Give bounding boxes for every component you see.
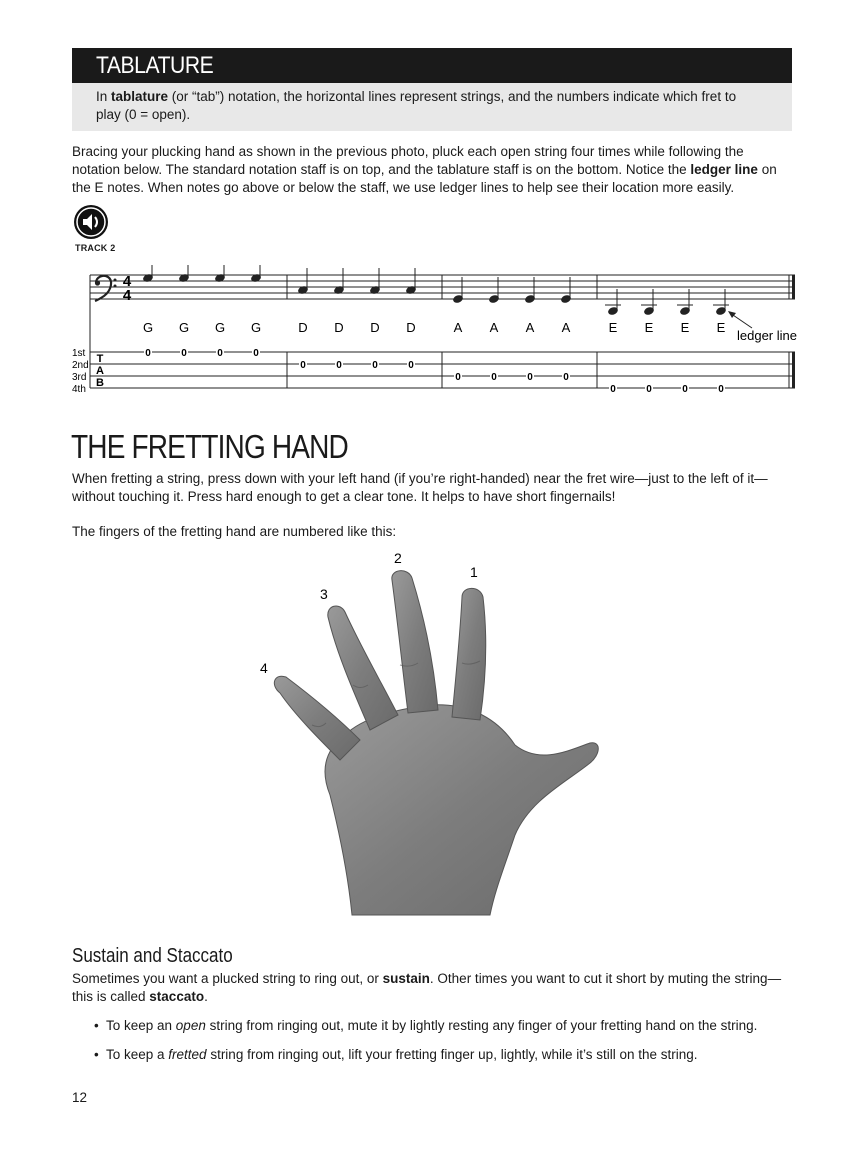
sustain-paragraph [72, 970, 794, 1006]
note-name: D [370, 320, 380, 335]
intro-text-2: on the E notes. When notes go above or below the staff, we use ledger lines to help see their location more easily. [72, 162, 777, 195]
fretting-paragraph: When fretting a string, press down with your left hand (if you’re right-handed) near the fret wire—just to the left of it—without touching it. Press hard enough to get a clear tone. It helps to have short fingernails! [72, 471, 768, 504]
note-name: G [142, 320, 154, 335]
note-names [143, 320, 726, 335]
fret-number: 0 [408, 360, 414, 371]
sustain-text-e: . [204, 989, 208, 1004]
barlines [287, 275, 789, 388]
finger-label-2: 2 [394, 550, 402, 566]
note-name: A [525, 320, 535, 335]
note-name: G [178, 320, 190, 335]
bullet-fretted-string: • To keep a fretted string from ringing out, lift your fretting finger up, lightly, while it’s still on the string. [94, 1047, 698, 1062]
sustain-heading: Sustain and Staccato [72, 945, 233, 967]
time-signature-bottom: 4 [122, 287, 132, 304]
section-header-bar [72, 48, 792, 83]
fret-number: 0 [610, 384, 616, 395]
fret-number: 0 [253, 348, 259, 359]
info-box [72, 83, 792, 131]
intro-text-bold: ledger line [690, 162, 758, 177]
time-signature-top: 4 [122, 273, 132, 290]
notes [142, 265, 729, 316]
note-name: A [561, 320, 571, 335]
note-name: E [608, 320, 618, 335]
bullet1-italic: open [175, 1018, 206, 1033]
bullet1-text-b: string from ringing out, mute it by lightly resting any finger of your fretting hand on the string. [205, 1018, 758, 1033]
fret-number: 0 [682, 384, 688, 395]
track-label: TRACK 2 [75, 243, 116, 253]
speaker-icon[interactable] [74, 205, 108, 239]
fret-number: 0 [718, 384, 724, 395]
fret-number: 0 [563, 372, 569, 383]
note-name: D [406, 320, 416, 335]
note-name: E [716, 320, 726, 335]
fretting-hand-title: THE FRETTING HAND [71, 428, 348, 465]
tab-letter-b: B [96, 377, 104, 389]
fret-number: 0 [455, 372, 461, 383]
bullet-open-string: • To keep an open string from ringing out, mute it by lightly resting any finger of your fretting hand on the string. [94, 1018, 758, 1033]
note-name: E [644, 320, 654, 335]
note-name: A [489, 320, 499, 335]
bullet2-italic: fretted [168, 1047, 207, 1062]
hand-photo [274, 571, 598, 915]
fret-number: 0 [336, 360, 342, 371]
note-name: G [214, 320, 226, 335]
sustain-bold: sustain [382, 971, 430, 986]
note-name: E [680, 320, 690, 335]
tab-letter-t: T [96, 353, 104, 365]
bass-clef-icon [95, 276, 117, 301]
staccato-bold: staccato [149, 989, 205, 1004]
tab-letter-a: A [96, 365, 104, 377]
hand-illustration [240, 545, 620, 920]
fret-number: 0 [491, 372, 497, 383]
note-name: G [250, 320, 262, 335]
intro-text-1: Bracing your plucking hand as shown in the previous photo, pluck each open string four times while following the notation below. The standard notation staff is on top, and the tablature staff is on the bottom. Notice the [72, 144, 744, 177]
bullet2-text-b: string from ringing out, lift your fretting finger up, lightly, while it’s still on the string. [206, 1047, 698, 1062]
fret-number: 0 [181, 348, 187, 359]
finger-label-4: 4 [260, 660, 268, 676]
fret-number: 0 [527, 372, 533, 383]
note-name: D [298, 320, 308, 335]
page-number: 12 [72, 1090, 88, 1105]
ledger-line-annotation: ledger line [737, 328, 797, 343]
bullet1-text-a: To keep an [105, 1018, 176, 1033]
string-label-2: 2nd [72, 360, 89, 371]
bullet2-text-a: To keep a [105, 1047, 169, 1062]
info-box-text [96, 88, 756, 124]
string-label-1: 1st [72, 348, 86, 359]
info-text-bold: tablature [111, 89, 169, 104]
info-text-prefix: In [96, 89, 112, 104]
fret-number: 0 [217, 348, 223, 359]
fret-number: 0 [372, 360, 378, 371]
note-name: D [334, 320, 344, 335]
fret-number: 0 [300, 360, 306, 371]
sustain-text-a: Sometimes you want a plucked string to ring out, or [72, 971, 383, 986]
note-name: A [453, 320, 463, 335]
fret-number: 0 [646, 384, 652, 395]
finger-label-3: 3 [320, 586, 328, 602]
fret-number: 0 [145, 348, 151, 359]
sustain-text-c: . Other times you want to cut it short by muting the string—this is called [72, 971, 782, 1004]
intro-paragraph [72, 143, 794, 197]
finger-label-1: 1 [470, 564, 478, 580]
string-label-4: 4th [72, 384, 86, 395]
notation-system [0, 265, 864, 400]
info-text-rest: (or “tab”) notation, the horizontal lines represent strings, and the numbers indicate which fret to play (0 = open). [96, 89, 737, 122]
section-title: TABLATURE [96, 52, 214, 79]
fingers-intro: The fingers of the fretting hand are numbered like this: [72, 524, 397, 539]
string-label-3: 3rd [72, 372, 87, 383]
